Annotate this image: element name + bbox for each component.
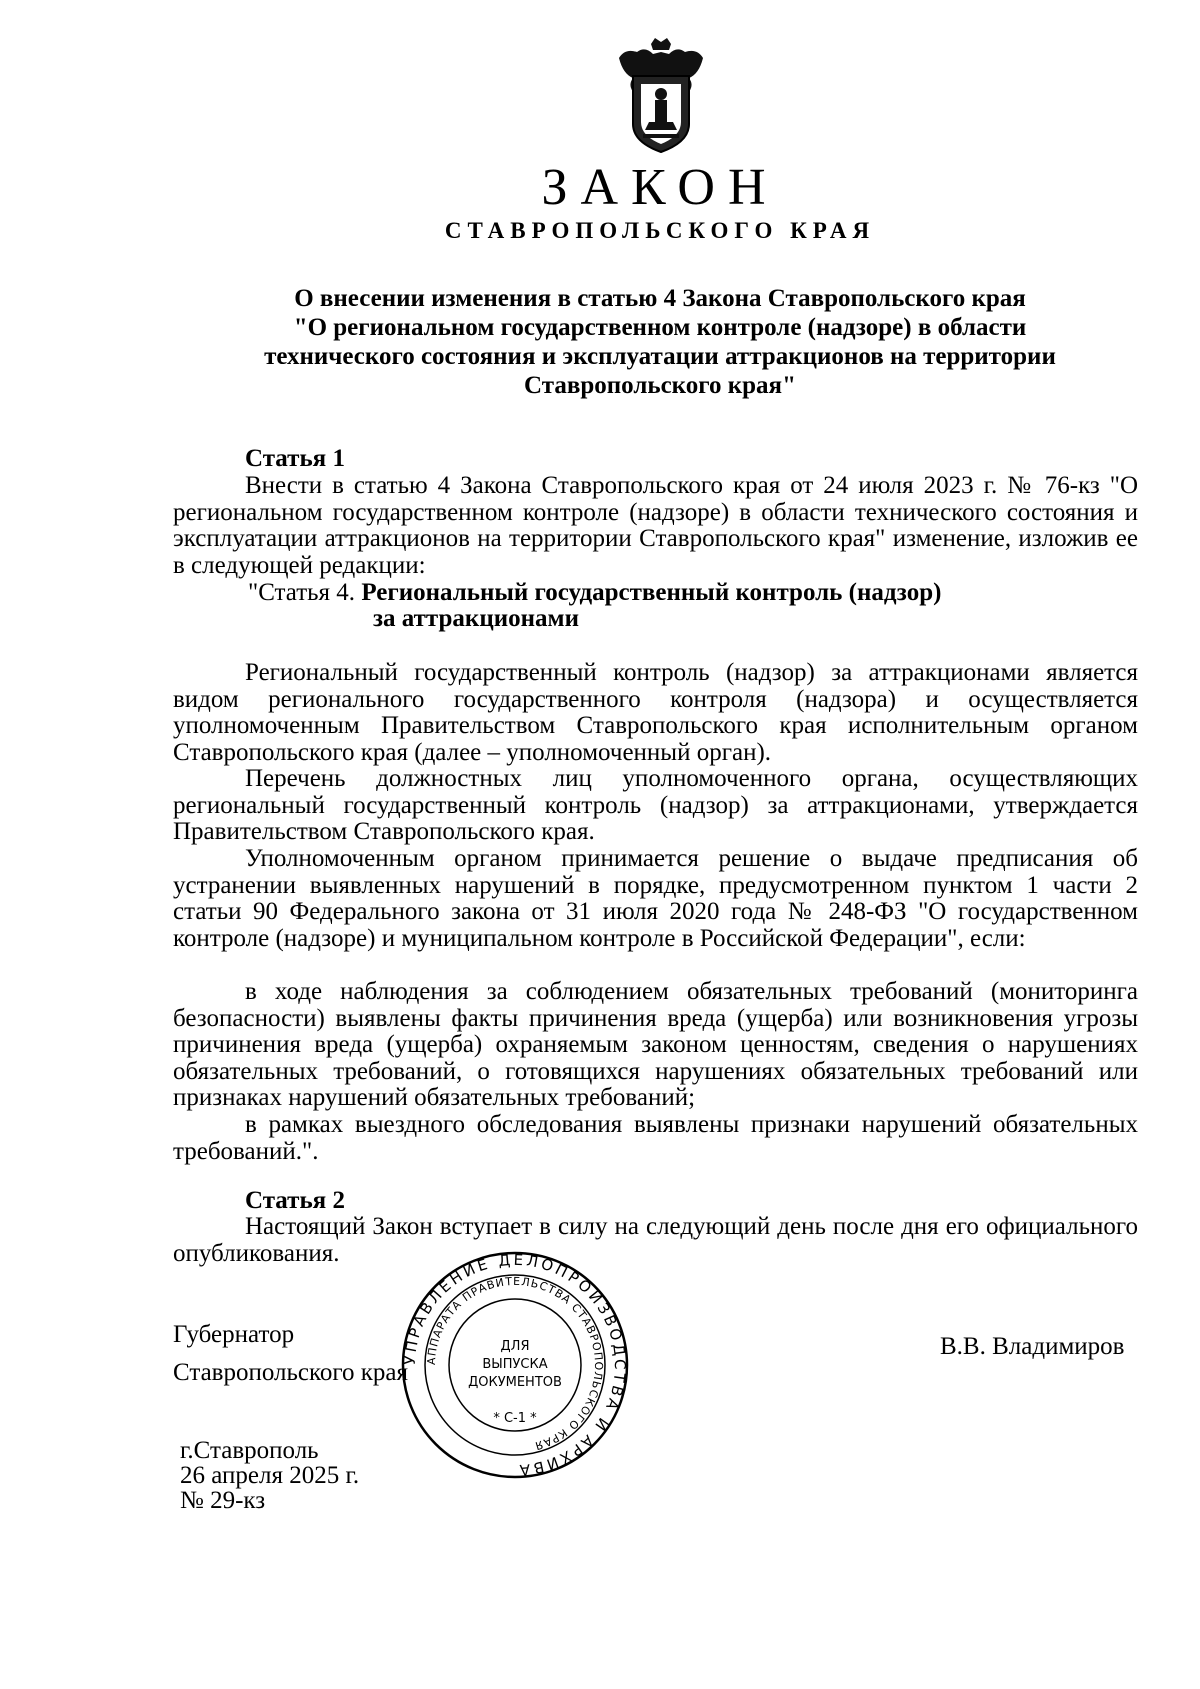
signatory-name: В.В. Владимиров	[940, 1333, 1125, 1360]
stamp-outer-text: УПРАВЛЕНИЕ ДЕЛОПРОИЗВОДСТВА И АРХИВА	[400, 1250, 630, 1480]
article-1-intro: Внести в статью 4 Закона Ставропольского края от 24 июля 2023 г. № 76-кз "О региональном государственном контроле (надзоре) в области технического состояния и эксплуатации аттракционов на территории Ставропольского края" изменение, изложив ее в следующей редакции:	[173, 472, 1138, 579]
stamp-center-line: ДЛЯ	[500, 1339, 530, 1354]
law-title-line: О внесении изменения в статью 4 Закона Ставропольского края	[294, 285, 1026, 312]
city: г.Ставрополь	[180, 1437, 319, 1464]
stamp-center-line: ДОКУМЕНТОВ	[468, 1375, 562, 1390]
signatory-position-line: Губернатор	[173, 1321, 295, 1348]
paragraph: в ходе наблюдения за соблюдением обязательных требований (мониторинга безопасности) выявлены факты причинения вреда (ущерба) или возникновения угрозы причинения вреда (ущерба) охраняемым законом ценностям, сведения о нарушениях обязательных требований, о готовящихся нарушениях обязательных требований или признаках нарушений обязательных требований;	[173, 978, 1138, 1112]
article-4-title-line: Региональный государственный контроль (надзор)	[361, 579, 942, 606]
paragraph: Перечень должностных лиц уполномоченного органа, осуществляющих региональный государственный контроль (надзор) за аттракционами, утверждается Правительством Ставропольского края.	[173, 765, 1138, 846]
law-number: № 29-кз	[180, 1487, 266, 1514]
region-heading: СТАВРОПОЛЬСКОГО КРАЯ	[444, 218, 876, 243]
article-2-heading: Статья 2	[245, 1187, 345, 1214]
stamp-inner-text: АППАРАТА ПРАВИТЕЛЬСТВА СТАВРОПОЛЬСКОГО КРАЯ	[424, 1274, 606, 1453]
article-4-prefix: "Статья 4.	[248, 579, 362, 606]
stamp-code: * С-1 *	[493, 1411, 537, 1426]
paragraph: Региональный государственный контроль (надзор) за аттракционами является видом регионального государственного контроля (надзора) и осуществляется уполномоченным Правительством Ставропольского края исполнительным органом Ставропольского края (далее – уполномоченный орган).	[173, 659, 1138, 766]
paragraph: Уполномоченным органом принимается решение о выдаче предписания об устранении выявленных нарушений в порядке, предусмотренном пунктом 1 части 2 статьи 90 Федерального закона от 31 июля 2020 года № 248-ФЗ "О государственном контроле (надзоре) и муниципальном контроле в Российской Федерации", если:	[173, 845, 1138, 952]
law-title-line: "О региональном государственном контроле (надзоре) в области	[293, 314, 1027, 341]
place-date-block	[180, 1438, 359, 1513]
signatory-position-line: Ставропольского края	[173, 1359, 408, 1386]
law-heading: ЗАКОН	[541, 159, 779, 216]
law-title	[175, 284, 1145, 400]
signatory-position	[173, 1316, 408, 1392]
article-2-text: Настоящий Закон вступает в силу на следующий день после дня его официального опубликования.	[173, 1213, 1138, 1267]
paragraph: в рамках выездного обследования выявлены признаки нарушений обязательных требований.".	[173, 1111, 1138, 1165]
law-title-line: Ставропольского края"	[524, 372, 796, 399]
article-4-title	[248, 579, 941, 607]
stamp-center-line: ВЫПУСКА	[482, 1357, 548, 1372]
law-title-line: технического состояния и эксплуатации аттракционов на территории	[264, 343, 1056, 370]
article-1-heading: Статья 1	[245, 445, 345, 472]
article-4-title-line: за аттракционами	[373, 605, 579, 632]
official-stamp	[400, 1250, 630, 1480]
date: 26 апреля 2025 г.	[180, 1462, 360, 1489]
stavropol-coat-of-arms-icon	[615, 38, 707, 154]
